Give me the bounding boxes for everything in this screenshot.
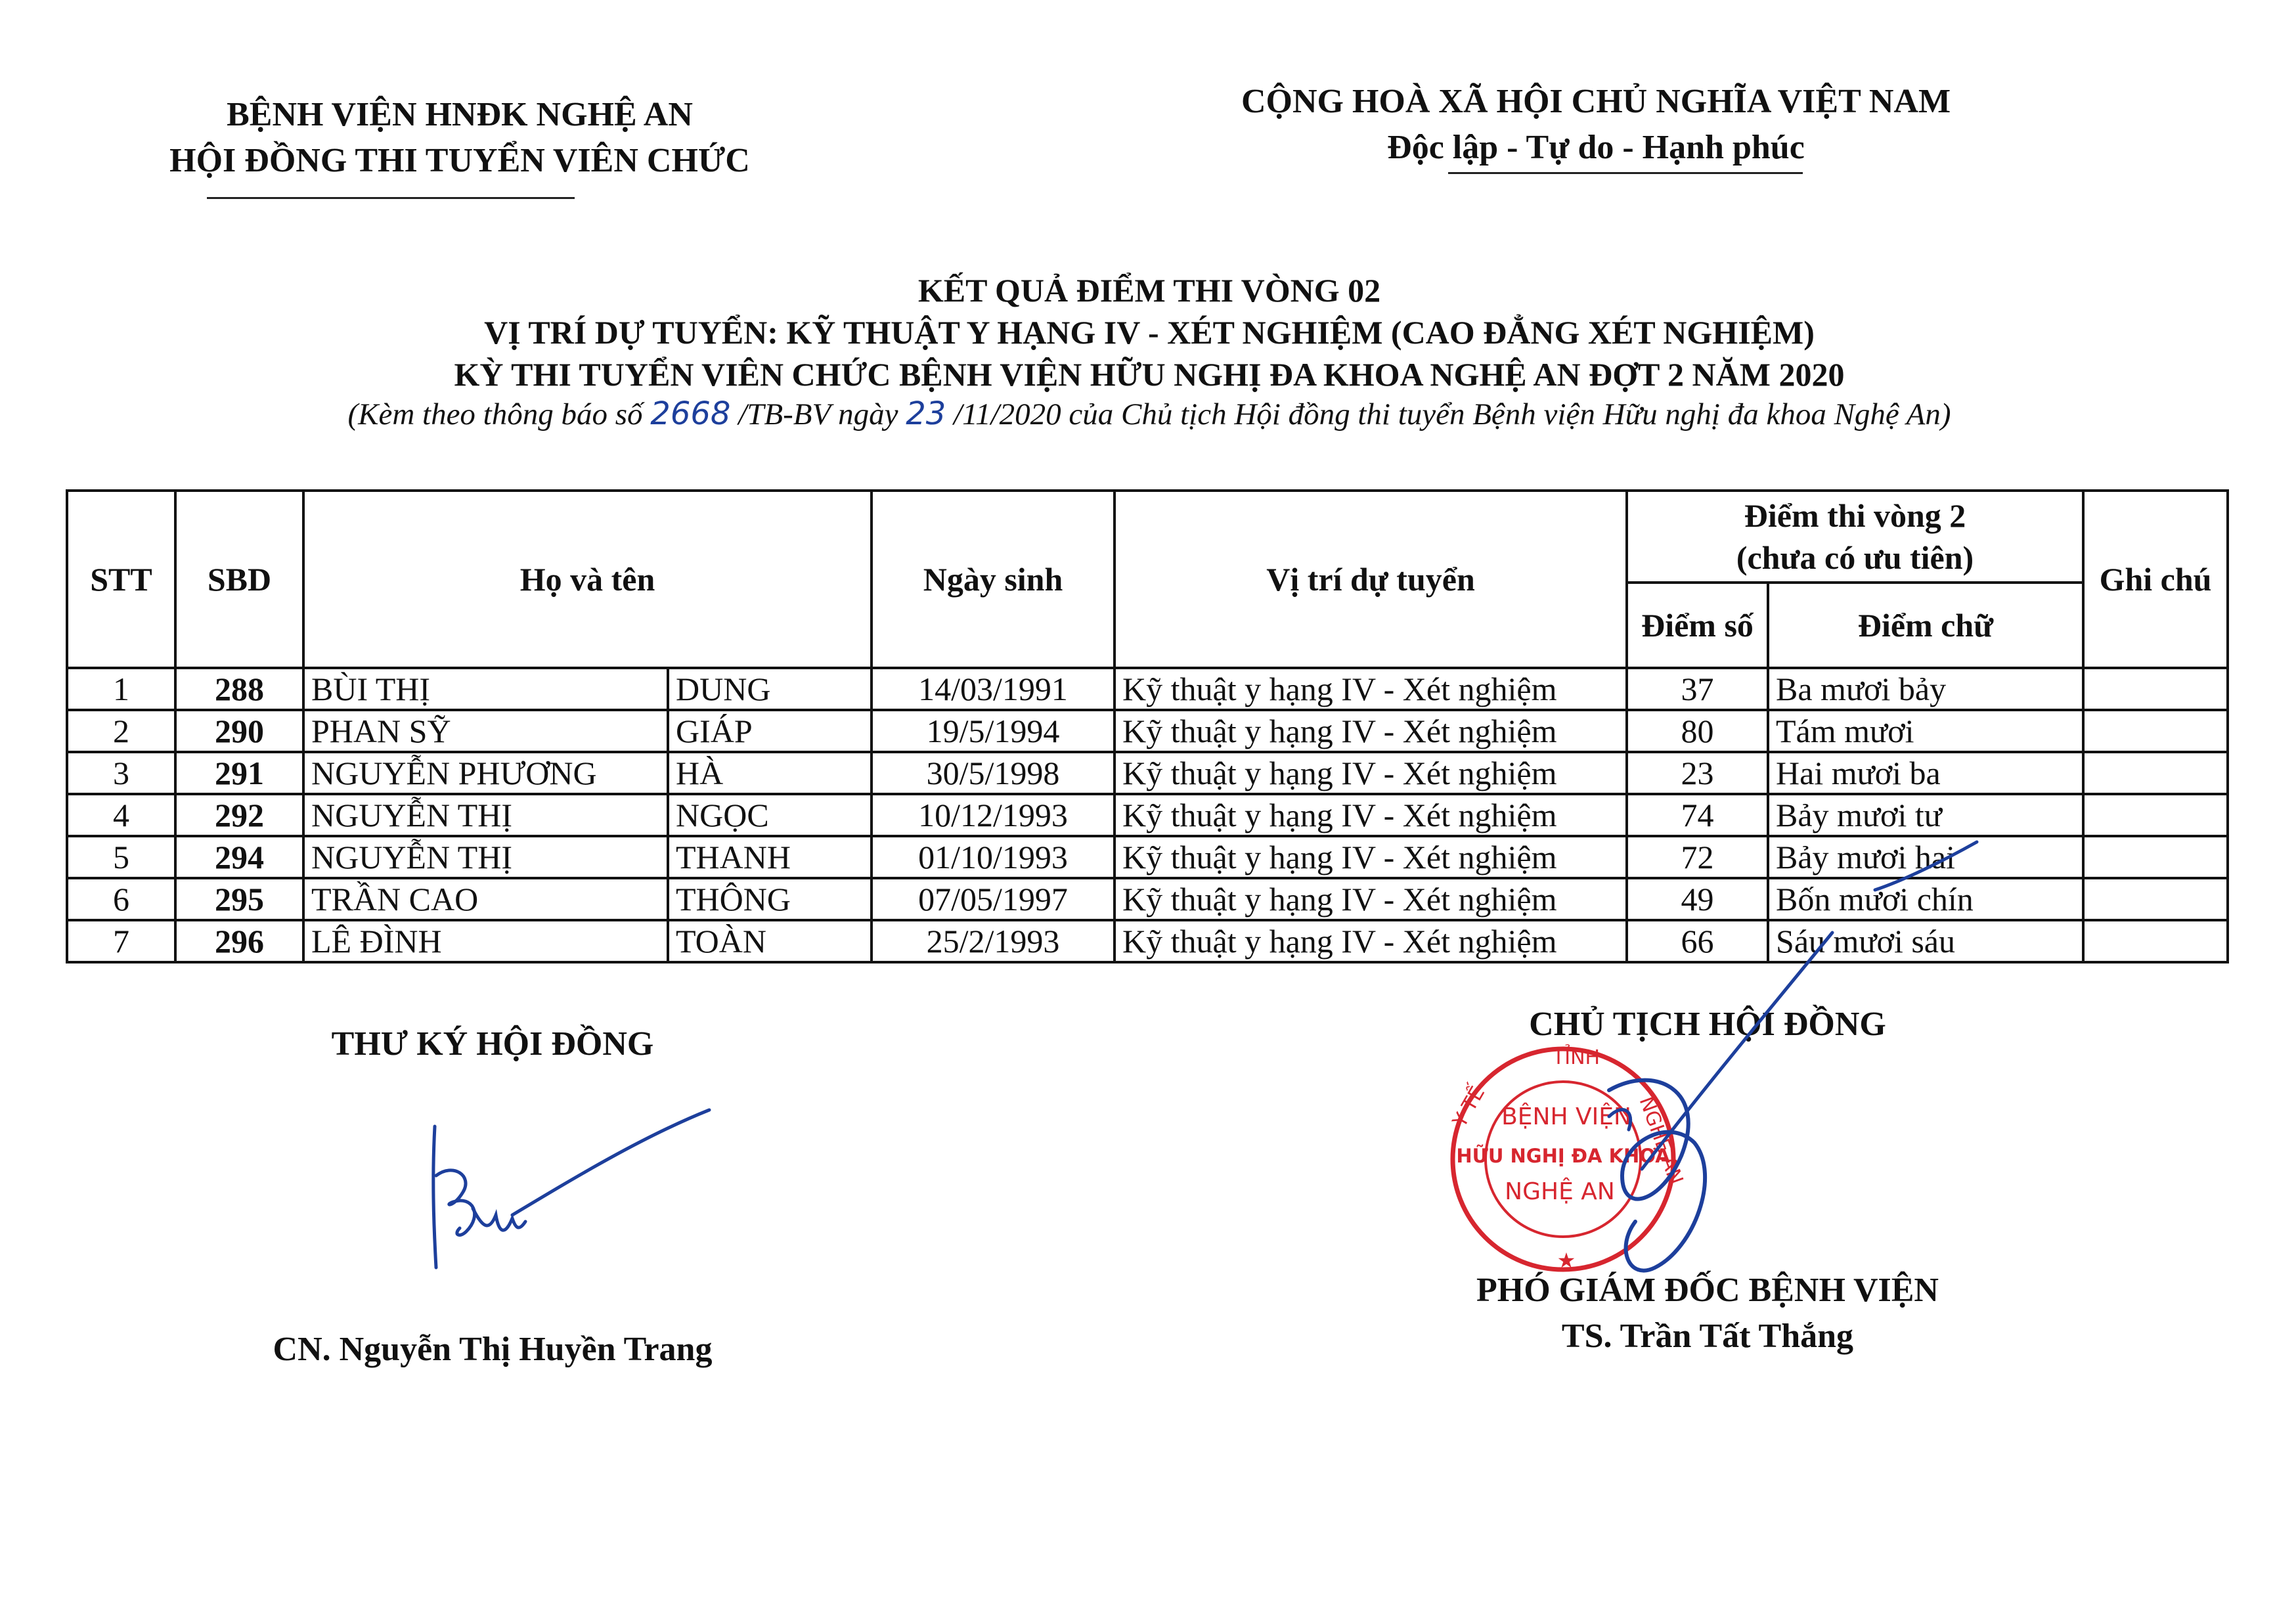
cell-family-name: TRẦN CAO [303, 878, 668, 920]
cell-dob: 10/12/1993 [872, 794, 1115, 836]
stamp-line1: BỆNH VIỆN [1501, 1103, 1631, 1130]
header-score-group-line2: (chưa có ưu tiên) [1736, 539, 1974, 576]
cell-given-name: GIÁP [668, 710, 872, 752]
cell-score-text: Ba mươi bảy [1768, 668, 2083, 710]
country-name: CỘNG HOÀ XÃ HỘI CHỦ NGHĨA VIỆT NAM [1241, 83, 1951, 120]
cell-score: 37 [1627, 668, 1768, 710]
cell-score: 72 [1627, 836, 1768, 878]
cell-stt: 6 [67, 878, 175, 920]
stamp-line2: HỮU NGHỊ ĐA KHOA [1456, 1145, 1670, 1167]
cell-score: 80 [1627, 710, 1768, 752]
cell-sbd: 292 [175, 794, 303, 836]
national-motto: Độc lập - Tự do - Hạnh phúc [1387, 129, 1805, 166]
stamp-star: ★ [1556, 1248, 1576, 1273]
cell-family-name: LÊ ĐÌNH [303, 920, 668, 962]
cell-score-text: Hai mươi ba [1768, 752, 2083, 794]
cell-given-name: DUNG [668, 668, 872, 710]
cell-dob: 14/03/1991 [872, 668, 1115, 710]
position-title: VỊ TRÍ DỰ TUYỂN: KỸ THUẬT Y HẠNG IV - XÉT NGHIỆM (CAO ĐẲNG XÉT NGHIỆM) [484, 314, 1815, 351]
cell-given-name: THANH [668, 836, 872, 878]
cell-family-name: NGUYỄN THỊ [303, 836, 668, 878]
stamp-ring-top: TỈNH [1552, 1046, 1601, 1069]
cell-stt: 2 [67, 710, 175, 752]
cell-position: Kỹ thuật y hạng IV - Xét nghiệm [1115, 668, 1627, 710]
cell-position: Kỹ thuật y hạng IV - Xét nghiệm [1115, 878, 1627, 920]
header-dob: Ngày sinh [872, 491, 1115, 668]
header-stt: STT [67, 491, 175, 668]
cell-stt: 7 [67, 920, 175, 962]
document-title: KẾT QUẢ ĐIỂM THI VÒNG 02 [917, 272, 1381, 309]
cell-dob: 07/05/1997 [872, 878, 1115, 920]
hospital-name: BỆNH VIỆN HNĐK NGHỆ AN [227, 96, 693, 133]
council-name: HỘI ĐỒNG THI TUYỂN VIÊN CHỨC [169, 142, 750, 179]
chairman-name: TS. Trần Tất Thắng [1561, 1317, 1854, 1355]
cell-dob: 01/10/1993 [872, 836, 1115, 878]
secretary-name: CN. Nguyễn Thị Huyền Trang [273, 1331, 713, 1368]
cell-given-name: TOÀN [668, 920, 872, 962]
cell-score: 74 [1627, 794, 1768, 836]
cell-position: Kỹ thuật y hạng IV - Xét nghiệm [1115, 710, 1627, 752]
header-score-number: Điểm số [1627, 583, 1768, 668]
header-name: Họ và tên [303, 491, 872, 668]
cell-sbd: 294 [175, 836, 303, 878]
cell-stt: 4 [67, 794, 175, 836]
cell-score: 66 [1627, 920, 1768, 962]
notice-number: 2668 [650, 395, 731, 432]
cell-score-text: Bốn mươi chín [1768, 878, 2083, 920]
subtitle-mid: /TB-BV ngày [730, 397, 906, 431]
cell-dob: 30/5/1998 [872, 752, 1115, 794]
cell-score: 23 [1627, 752, 1768, 794]
cell-stt: 5 [67, 836, 175, 878]
cell-sbd: 291 [175, 752, 303, 794]
cell-position: Kỹ thuật y hạng IV - Xét nghiệm [1115, 794, 1627, 836]
cell-stt: 1 [67, 668, 175, 710]
cell-score-text: Bảy mươi tư [1768, 794, 2083, 836]
subtitle-suffix: /11/2020 của Chủ tịch Hội đồng thi tuyển Bệnh viện Hữu nghị đa khoa Nghệ An) [946, 397, 1951, 431]
cell-sbd: 288 [175, 668, 303, 710]
cell-position: Kỹ thuật y hạng IV - Xét nghiệm [1115, 836, 1627, 878]
header-score-text: Điểm chữ [1768, 583, 2083, 668]
cell-position: Kỹ thuật y hạng IV - Xét nghiệm [1115, 752, 1627, 794]
cell-given-name: HÀ [668, 752, 872, 794]
header-score-group-line1: Điểm thi vòng 2 [1744, 497, 1966, 534]
cell-score: 49 [1627, 878, 1768, 920]
secretary-signature [433, 1110, 709, 1268]
chairman-position: PHÓ GIÁM ĐỐC BỆNH VIỆN [1476, 1272, 1939, 1309]
cell-family-name: BÙI THỊ [303, 668, 668, 710]
cell-sbd: 290 [175, 710, 303, 752]
stamp-line3: NGHỆ AN [1505, 1178, 1615, 1205]
cell-score-text: Tám mươi [1768, 710, 2083, 752]
cell-sbd: 296 [175, 920, 303, 962]
cell-sbd: 295 [175, 878, 303, 920]
cell-stt: 3 [67, 752, 175, 794]
header-sbd: SBD [175, 491, 303, 668]
exam-title: KỲ THI TUYỂN VIÊN CHỨC BỆNH VIỆN HỮU NGHỊ ĐA KHOA NGHỆ AN ĐỢT 2 NĂM 2020 [454, 356, 1845, 393]
chairman-title: CHỦ TỊCH HỘI ĐỒNG [1529, 1006, 1886, 1043]
header-note: Ghi chú [2083, 491, 2228, 668]
cell-family-name: PHAN SỸ [303, 710, 668, 752]
stamp-ring-left: Y TẾ [1448, 1082, 1490, 1132]
cell-family-name: NGUYỄN PHƯƠNG [303, 752, 668, 794]
cell-score-text: Sáu mươi sáu [1768, 920, 2083, 962]
secretary-title: THƯ KÝ HỘI ĐỒNG [331, 1025, 654, 1063]
cell-position: Kỹ thuật y hạng IV - Xét nghiệm [1115, 920, 1627, 962]
subtitle-prefix: (Kèm theo thông báo số [347, 397, 651, 431]
cell-given-name: NGỌC [668, 794, 872, 836]
cell-given-name: THÔNG [668, 878, 872, 920]
cell-dob: 19/5/1994 [872, 710, 1115, 752]
cell-family-name: NGUYỄN THỊ [303, 794, 668, 836]
notice-day: 23 [906, 395, 946, 432]
stamp-ring-right: NGHỆ AN [1634, 1094, 1688, 1188]
cell-score-text: Bảy mươi hai [1768, 836, 2083, 878]
header-position: Vị trí dự tuyển [1115, 491, 1627, 668]
handwritten-tick [1875, 842, 1977, 890]
cell-dob: 25/2/1993 [872, 920, 1115, 962]
